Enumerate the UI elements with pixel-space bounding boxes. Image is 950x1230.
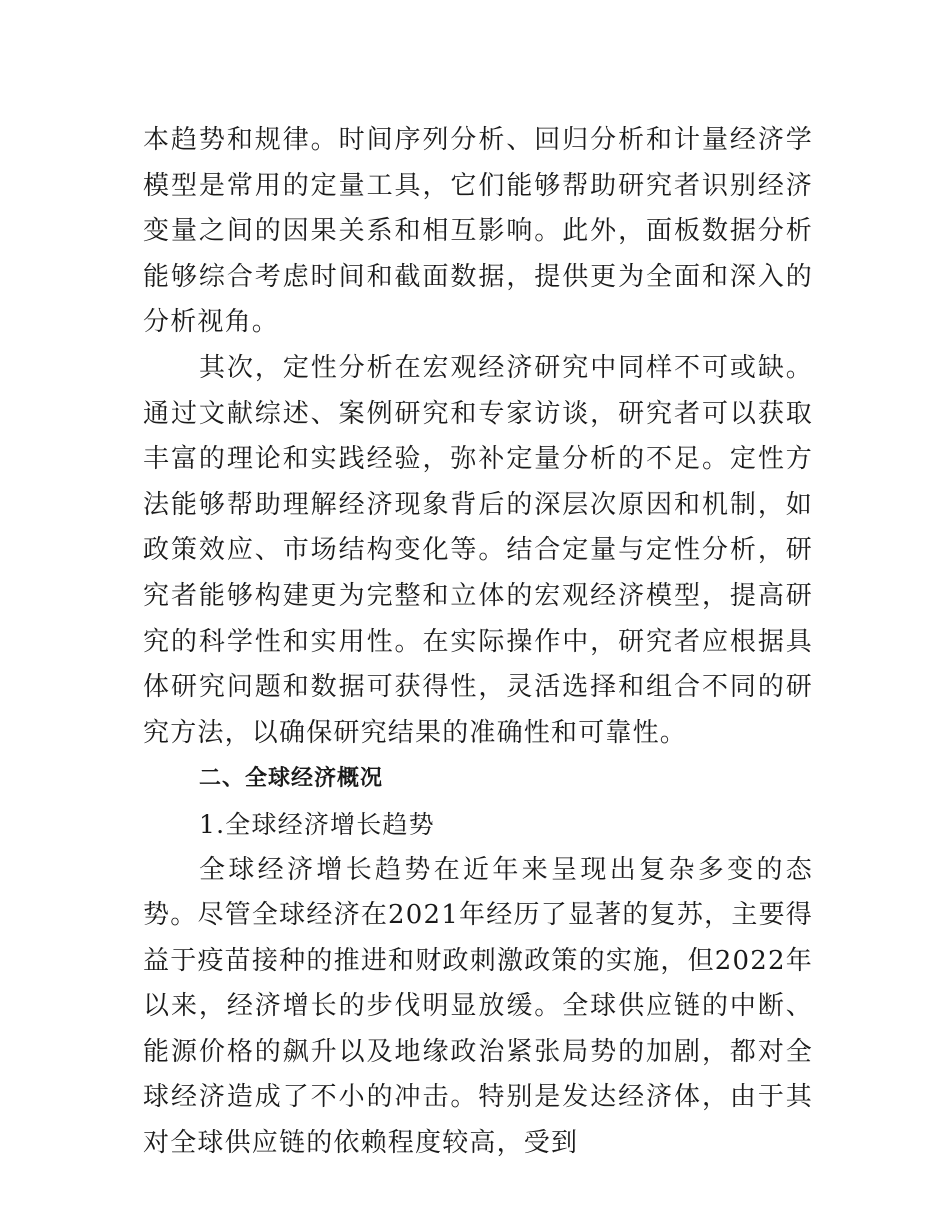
body-paragraph-quantitative-methods: 本趋势和规律。时间序列分析、回归分析和计量经济学模型是常用的定量工具，它们能够帮助研究者识别经济变量之间的因果关系和相互影响。此外，面板数据分析能够综合考虑时间和截面数据，提供更为全面和深入的分析视角。	[143, 125, 813, 338]
document-body	[143, 118, 813, 1167]
section-heading: 二、全球经济概况	[199, 766, 384, 792]
body-paragraph-qualitative-methods: 其次，定性分析在宏观经济研究中同样不可或缺。通过文献综述、案例研究和专家访谈，研究者可以获取丰富的理论和实践经验，弥补定量分析的不足。定性方法能够帮助理解经济现象背后的深层次原因和机制，如政策效应、市场结构变化等。结合定量与定性分析，研究者能够构建更为完整和立体的宏观经济模型，提高研究的科学性和实用性。在实际操作中，研究者应根据具体研究问题和数据可获得性，灵活选择和组合不同的研究方法，以确保研究结果的准确性和可靠性。	[143, 352, 813, 748]
subsection-heading: 1.全球经济增长趋势	[199, 809, 435, 839]
body-paragraph-growth-trend: 全球经济增长趋势在近年来呈现出复杂多变的态势。尽管全球经济在2021年经历了显著的复苏，主要得益于疫苗接种的推进和财政刺激政策的实施，但2022年以来，经济增长的步伐明显放缓。全球供应链的中断、能源价格的飙升以及地缘政治紧张局势的加剧，都对全球经济造成了不小的冲击。特别是发达经济体，由于其对全球供应链的依赖程度较高，受到	[143, 854, 813, 1159]
